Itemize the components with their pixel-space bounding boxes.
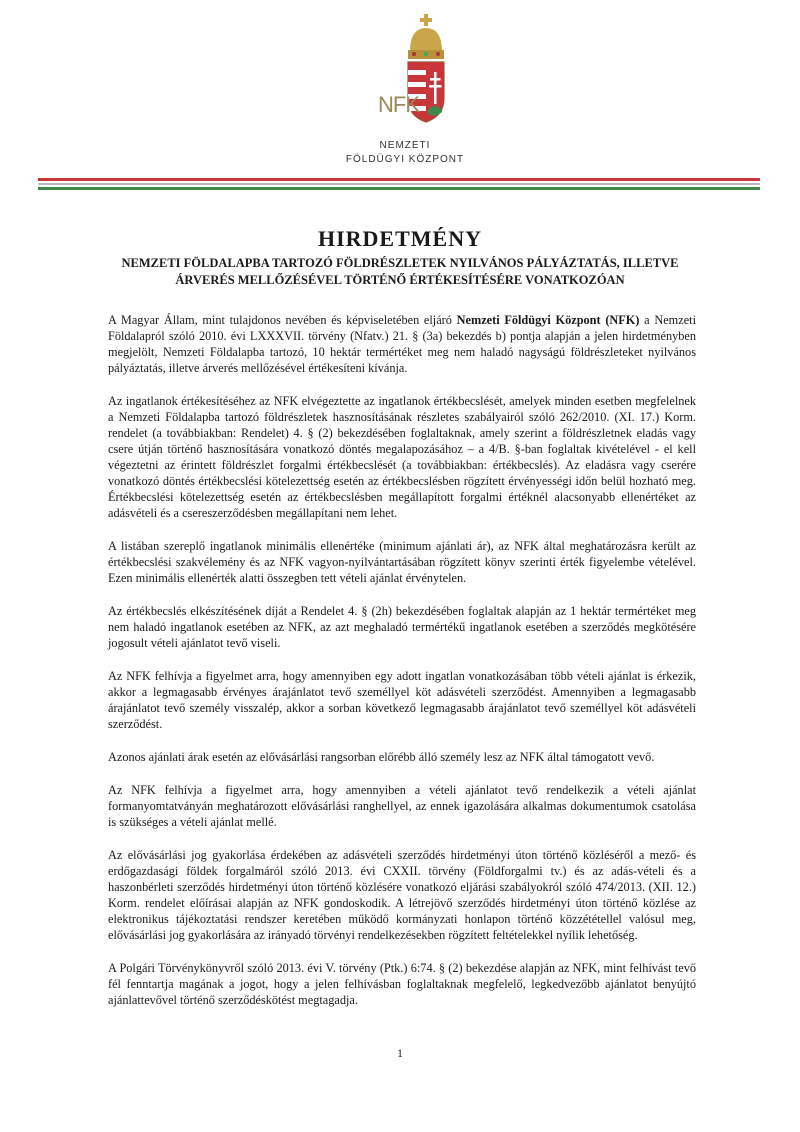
nfk-logo	[340, 12, 470, 172]
paragraph-9: A Polgári Törvénykönyvről szóló 2013. évi V. törvény (Ptk.) 6:74. § (2) bekezdése alapján az NFK, mint felhívást tevő fél fenntartja magának a jogot, hogy a jelen felhívásban foglaltaknak megfelelő, legkedvezőbb ajánlatot benyújtó ajánlattevővel történő szerződéskötést megtagadja.	[108, 961, 696, 1007]
paragraph-1	[108, 312, 696, 376]
header-divider	[38, 178, 760, 192]
paragraph-1-text-c: a Nemzeti Földalapról szóló 2010. évi LXXXVII. törvény (Nfatv.) 21. § (3a) bekezdés b) pontja alapján a jelen hirdetményben megjelölt, Nemzeti Földalapba tartozó, 10 hektár termértéket meg nem haladó nagyságú földrészleteket nyilvános pályáztatás, illetve árverés mellőzésével értékesíteni kívánja.	[108, 313, 696, 375]
paragraph-3: A listában szereplő ingatlanok minimális ellenértéke (minimum ajánlati ár), az NFK által meghatározásra került az értékbecslési szakvélemény és az NFK vagyon-nyilvántartásában rögzített könyv szerinti érték figyelembe vételével. Ezen minimális ellenérték alatti összegben tett vételi ajánlat érvénytelen.	[108, 539, 696, 585]
grey-stripe	[38, 183, 760, 185]
document-body	[108, 312, 696, 1025]
paragraph-1-text-a: A Magyar Állam, mint tulajdonos nevében és képviseletében eljáró	[108, 313, 457, 327]
paragraph-2: Az ingatlanok értékesítéséhez az NFK elvégeztette az ingatlanok értékbecslését, amelyek minden esetben megfelelnek a Nemzeti Földalapba tartozó földrészletek hasznosításának részletes szabályairól szóló 262/2010. (XI. 17.) Korm. rendelet (a továbbiakban: Rendelet) 4. § (2) bekezdésében foglaltaknak, amely szerint a földrészletnek eladás vagy csere útján történő hasznosítására vonatkozó döntés megalapozásához – a 4/B. §-ban foglaltak kivételével - el kell végeztetni az érintett földrészlet forgalmi értékbecslését (a továbbiakban: értékbecslés). Az eladásra vagy cserére vonatkozó döntés értékbecslési kötelezettség esetén az értékbecslésben rögzített érvényességi időn belül hozható meg. Értékbecslési kötelezettség esetén az értékbecslésben megállapított forgalmi értéknél alacsonyabb ellenértéket az adásvételi és a csereszerződésben megállapítani nem lehet.	[108, 394, 696, 520]
crown-shield-icon	[340, 12, 470, 140]
page-number: 1	[397, 1046, 403, 1060]
red-stripe	[38, 178, 760, 181]
document-subtitle: NEMZETI FÖLDALAPBA TARTOZÓ FÖLDRÉSZLETEK NYILVÁNOS PÁLYÁZTATÁS, ILLETVE ÁRVERÉS MELLŐZÉSÉVEL TÖRTÉNŐ ÉRTÉKESÍTÉSÉRE VONATKOZÓAN	[121, 256, 679, 287]
paragraph-5: Az NFK felhívja a figyelmet arra, hogy amennyiben egy adott ingatlan vonatkozásában több vételi ajánlat is érkezik, akkor a legmagasabb érvényes árajánlatot tevő személlyel köt adásvételi szerződést. Amennyiben a legmagasabb árajánlatot tevő személy visszalép, akkor a sorban következő legmagasabb árajánlatot tevő személlyel köt adásvételi szerződést.	[108, 669, 696, 731]
paragraph-1-bold-name: Nemzeti Földügyi Központ (NFK)	[456, 313, 640, 327]
logo-line-1: NEMZETI	[379, 140, 431, 151]
green-stripe	[38, 187, 760, 190]
document-title: HIRDETMÉNY	[317, 226, 482, 251]
logo-abbreviation: NFK	[378, 92, 419, 117]
holy-crown-icon	[408, 14, 444, 59]
paragraph-7: Az NFK felhívja a figyelmet arra, hogy amennyiben a vételi ajánlatot tevő rendelkezik a vételi ajánlat formanyomtatványán meghatározott elővásárlási ranghellyel, az ennek igazolására alkalmas dokumentumok csatolása is szükséges a vételi ajánlat mellé.	[108, 783, 696, 829]
paragraph-8: Az elővásárlási jog gyakorlása érdekében az adásvételi szerződés hirdetményi úton történő közléséről a mező- és erdőgazdasági földek forgalmáról szóló 2013. évi CXXII. törvény (Földforgalmi tv.) és az adás-vételi és a haszonbérleti szerződés hirdetményi úton történő közlésére vonatkozó eljárási szabályokról szóló 474/2013. (XII. 12.) Korm. rendelet előírásai alapján az NFK gondoskodik. A létrejövő szerződés hirdetményi úton történő közlése az elektronikus tájékoztatási rendszer keretében működő kormányzati honlapon történő közzététellel valósul meg, elővásárlási jog gyakorlására az irányadó törvényi rendelkezésekben rögzített feltételekkel nyílik lehetőség.	[108, 848, 696, 942]
logo-line-2: FÖLDÜGYI KÖZPONT	[345, 154, 465, 165]
paragraph-4: Az értékbecslés elkészítésének díját a Rendelet 4. § (2h) bekezdésében foglaltak alapján az 1 hektár termértéket meg nem haladó ingatlanok esetében az NFK, az azt meghaladó termértékű ingatlanok esetében a szerződés megkötésére jogosult vételi ajánlatot tevő viseli.	[108, 604, 696, 650]
paragraph-6: Azonos ajánlati árak esetén az elővásárlási rangsorban előrébb álló személy lesz az NFK által támogatott vevő.	[108, 750, 655, 764]
